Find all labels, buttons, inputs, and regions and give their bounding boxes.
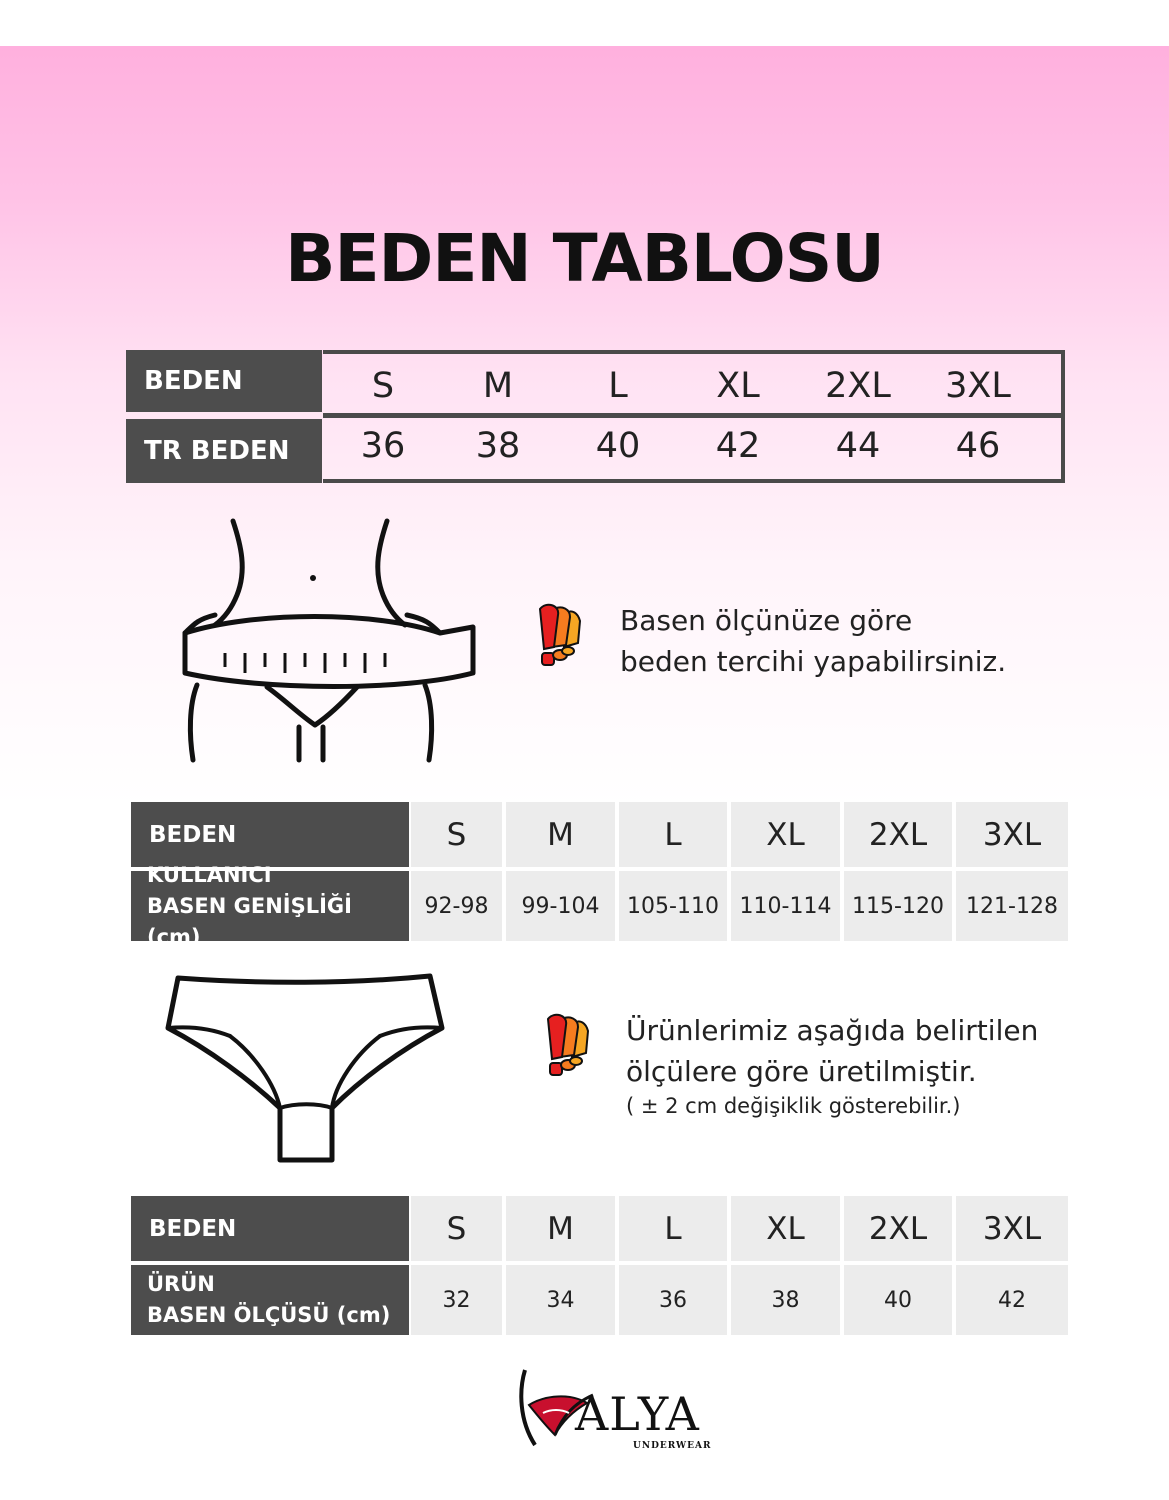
user-beden-label: BEDEN [149, 821, 237, 848]
beden-label: BEDEN [144, 366, 243, 396]
user-size-cell: XL [731, 802, 840, 867]
tr-beden-label: TR BEDEN [144, 436, 290, 466]
product-hip-value-cell: 32 [411, 1265, 502, 1335]
user-hip-label-line2: BASEN GENİŞLİĞİ (cm) [147, 893, 352, 949]
product-hip-value-cell: 42 [956, 1265, 1068, 1335]
alya-logo [515, 1365, 715, 1460]
tr-size-cell: 38 [475, 426, 521, 466]
product-hip-value-cell: 34 [506, 1265, 615, 1335]
tr-size-cell: 44 [835, 426, 881, 466]
user-hip-label-line1: KULLANICI [147, 862, 272, 887]
brand-name: ALYA [575, 1387, 700, 1441]
tr-size-cell: 46 [955, 426, 1001, 466]
user-size-cell: S [411, 802, 502, 867]
user-hip-value-cell: 110-114 [731, 871, 840, 941]
product-note [626, 1010, 1038, 1120]
alert-fingers-icon [536, 603, 596, 669]
product-beden-label: BEDEN [149, 1215, 237, 1242]
product-size-cell: 2XL [844, 1196, 952, 1261]
briefs-icon [160, 970, 450, 1170]
size-cell: 2XL [825, 366, 891, 406]
product-size-cell: 3XL [956, 1196, 1068, 1261]
size-table-divider [323, 413, 1062, 418]
user-size-cell: L [619, 802, 727, 867]
product-size-cell: S [411, 1196, 502, 1261]
brand-sub: UNDERWEAR [633, 1441, 712, 1451]
product-hip-label-cell [131, 1265, 409, 1335]
product-hip-label-line2: BASEN ÖLÇÜSÜ (cm) [147, 1303, 391, 1327]
tr-size-cell: 42 [715, 426, 761, 466]
user-size-cell: 2XL [844, 802, 952, 867]
user-hip-value-cell: 92-98 [411, 871, 502, 941]
alert-fingers-icon [544, 1013, 604, 1079]
product-beden-label-cell [131, 1196, 409, 1261]
user-hip-value-cell: 121-128 [956, 871, 1068, 941]
product-size-cell: XL [731, 1196, 840, 1261]
hip-note-line1: Basen ölçünüze göre [620, 604, 913, 637]
user-beden-label-cell [131, 802, 409, 867]
product-hip-value-cell: 40 [844, 1265, 952, 1335]
size-cell: XL [716, 366, 760, 406]
user-size-cell: 3XL [956, 802, 1068, 867]
product-note-line3: ( ± 2 cm değişiklik gösterebilir.) [626, 1094, 961, 1118]
product-size-cell: L [619, 1196, 727, 1261]
tr-size-cell: 36 [360, 426, 406, 466]
product-size-cell: M [506, 1196, 615, 1261]
product-note-line1: Ürünlerimiz aşağıda belirtilen [626, 1014, 1039, 1047]
user-size-cell: M [506, 802, 615, 867]
product-hip-label-line1: ÜRÜN [147, 1272, 215, 1296]
user-hip-value-cell: 105-110 [619, 871, 727, 941]
hip-note-line2: beden tercihi yapabilirsiniz. [620, 645, 1007, 678]
beden-label-cell [126, 350, 322, 412]
tr-size-cell: 40 [595, 426, 641, 466]
user-hip-value-cell: 99-104 [506, 871, 615, 941]
waist-measure-icon [175, 515, 480, 765]
product-hip-value-cell: 36 [619, 1265, 727, 1335]
product-hip-value-cell: 38 [731, 1265, 840, 1335]
size-cell: S [371, 366, 395, 406]
size-cell: L [608, 366, 628, 406]
tr-beden-label-cell [126, 419, 322, 483]
product-note-line2: ölçülere göre üretilmiştir. [626, 1055, 977, 1088]
user-hip-label-cell [131, 862, 409, 949]
size-cell: M [482, 366, 514, 406]
page-title: BEDEN TABLOSU [285, 220, 884, 297]
hip-note [620, 600, 1006, 682]
size-cell: 3XL [945, 366, 1011, 406]
user-hip-value-cell: 115-120 [844, 871, 952, 941]
